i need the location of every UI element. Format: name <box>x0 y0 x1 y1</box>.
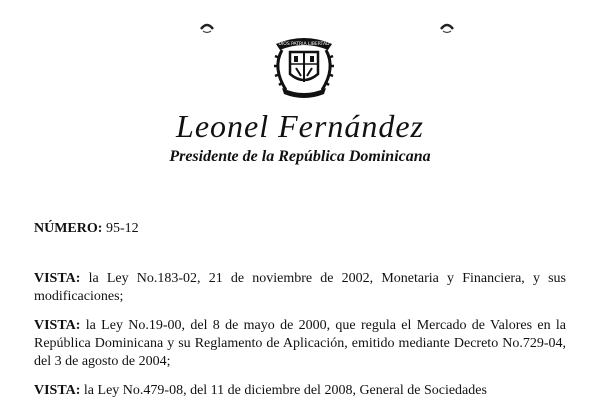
document-number-label: NÚMERO: <box>34 221 103 236</box>
paragraph-label: VISTA: <box>34 383 81 398</box>
punch-hole-icon <box>200 22 214 34</box>
paragraph-text: la Ley No.479-08, del 11 de diciembre del 2008, General de Sociedades <box>83 383 487 398</box>
paragraph-label: VISTA: <box>34 318 81 333</box>
document-number <box>34 221 139 237</box>
paragraph-label: VISTA: <box>34 271 81 286</box>
seal-motto: DIOS PATRIA LIBERTAD <box>278 42 330 47</box>
office-title: Presidente de la República Dominicana <box>169 148 431 165</box>
coat-of-arms-icon <box>268 28 340 100</box>
paragraph-vista-3 <box>34 382 566 400</box>
paragraph-text: la Ley No.19-00, del 8 de mayo de 2000, que regula el Mercado de Valores en la República Dominicana y su Reglamento de Aplicación, emitido mediante Decreto No.729-04, del 3 de agosto de 2004; <box>34 318 567 369</box>
paragraph-vista-2 <box>34 317 566 371</box>
document-number-value: 95-12 <box>105 221 139 236</box>
signature-name: Leonel Fernández <box>176 108 424 144</box>
paragraph-text: la Ley No.183-02, 21 de noviembre de 2002, Monetaria y Financiera, y sus modificaciones; <box>34 271 567 304</box>
punch-hole-icon <box>440 22 454 34</box>
paragraph-vista-1 <box>34 270 566 306</box>
